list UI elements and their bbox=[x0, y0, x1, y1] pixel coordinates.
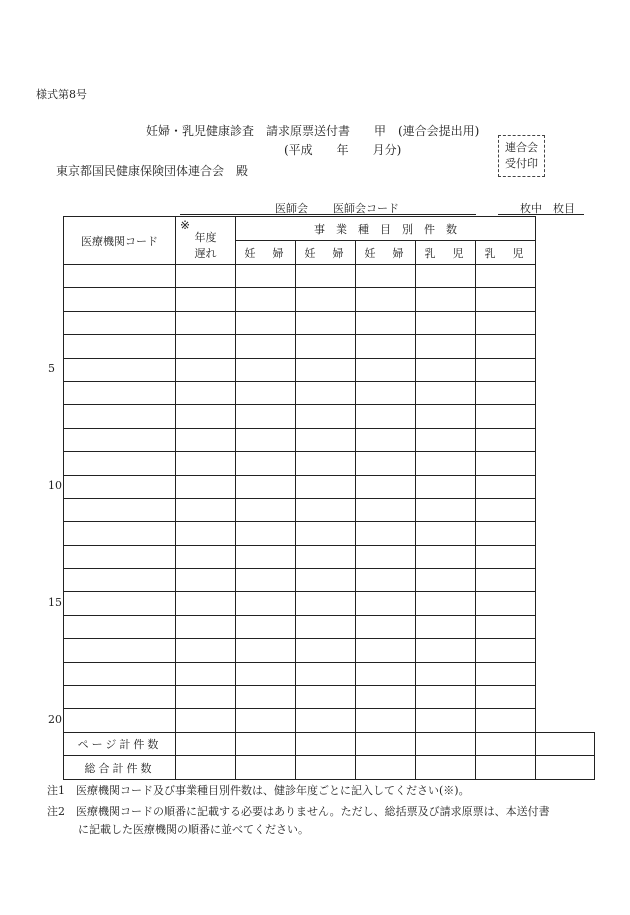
input-cell[interactable] bbox=[176, 686, 236, 709]
input-cell[interactable] bbox=[476, 475, 536, 498]
input-cell[interactable] bbox=[176, 756, 236, 780]
input-cell[interactable] bbox=[416, 639, 476, 662]
grand-total-label: 総合計件数 bbox=[64, 756, 176, 780]
input-cell[interactable] bbox=[476, 732, 536, 756]
input-cell[interactable] bbox=[476, 381, 536, 404]
input-cell[interactable] bbox=[296, 686, 356, 709]
input-cell[interactable] bbox=[64, 335, 176, 358]
input-cell[interactable] bbox=[236, 405, 296, 428]
input-cell[interactable] bbox=[296, 545, 356, 568]
input-cell[interactable] bbox=[176, 265, 236, 288]
table-row bbox=[64, 335, 595, 358]
table-row bbox=[64, 662, 595, 685]
row-number-5: 5 bbox=[48, 362, 55, 375]
input-cell[interactable] bbox=[64, 545, 176, 568]
input-cell[interactable] bbox=[356, 709, 416, 732]
input-cell[interactable] bbox=[416, 756, 476, 780]
input-cell[interactable] bbox=[296, 639, 356, 662]
input-cell[interactable] bbox=[296, 288, 356, 311]
input-cell[interactable] bbox=[296, 428, 356, 451]
input-cell[interactable] bbox=[176, 288, 236, 311]
input-cell[interactable] bbox=[64, 428, 176, 451]
table-row bbox=[64, 545, 595, 568]
ishikai-code-label: 医師会コード bbox=[333, 202, 399, 215]
input-cell[interactable] bbox=[236, 592, 296, 615]
input-cell[interactable] bbox=[236, 498, 296, 521]
input-cell[interactable] bbox=[176, 405, 236, 428]
input-cell[interactable] bbox=[416, 265, 476, 288]
table-row bbox=[64, 311, 595, 334]
input-cell[interactable] bbox=[64, 381, 176, 404]
table-row bbox=[64, 709, 595, 732]
input-cell[interactable] bbox=[176, 732, 236, 756]
table-row bbox=[64, 639, 595, 662]
form-title: 妊婦・乳児健康診査 請求原票送付書 甲 (連合会提出用) bbox=[146, 124, 480, 138]
input-cell[interactable] bbox=[296, 311, 356, 334]
input-cell[interactable] bbox=[356, 475, 416, 498]
input-cell[interactable] bbox=[296, 709, 356, 732]
input-cell[interactable] bbox=[64, 358, 176, 381]
input-cell[interactable] bbox=[64, 405, 176, 428]
input-cell[interactable] bbox=[356, 405, 416, 428]
input-cell[interactable] bbox=[476, 662, 536, 685]
input-cell[interactable] bbox=[64, 569, 176, 592]
input-cell[interactable] bbox=[176, 709, 236, 732]
row-number-20: 20 bbox=[48, 713, 62, 726]
input-cell[interactable] bbox=[236, 452, 296, 475]
input-cell[interactable] bbox=[64, 498, 176, 521]
table-row bbox=[64, 265, 595, 288]
sub-header-5: 乳 児 bbox=[476, 241, 536, 265]
note-2-cont: に記載した医療機関の順番に並べてください。 bbox=[78, 823, 309, 836]
input-cell[interactable] bbox=[416, 686, 476, 709]
page-total-extra[interactable] bbox=[536, 732, 595, 756]
input-cell[interactable] bbox=[356, 592, 416, 615]
input-cell[interactable] bbox=[476, 335, 536, 358]
input-cell[interactable] bbox=[416, 569, 476, 592]
sub-header-1: 妊 婦 bbox=[236, 241, 296, 265]
input-cell[interactable] bbox=[236, 358, 296, 381]
input-cell[interactable] bbox=[356, 522, 416, 545]
input-cell[interactable] bbox=[416, 615, 476, 638]
table-row bbox=[64, 358, 595, 381]
table-row bbox=[64, 405, 595, 428]
input-cell[interactable] bbox=[356, 498, 416, 521]
input-cell[interactable] bbox=[236, 311, 296, 334]
input-cell[interactable] bbox=[236, 615, 296, 638]
page-total-label: ページ計件数 bbox=[64, 732, 176, 756]
input-cell[interactable] bbox=[416, 335, 476, 358]
input-cell[interactable] bbox=[176, 358, 236, 381]
input-cell[interactable] bbox=[296, 335, 356, 358]
input-cell[interactable] bbox=[356, 662, 416, 685]
input-cell[interactable] bbox=[416, 311, 476, 334]
stamp-line2: 受付印 bbox=[505, 157, 538, 170]
input-cell[interactable] bbox=[476, 639, 536, 662]
table-row bbox=[64, 428, 595, 451]
input-cell[interactable] bbox=[176, 475, 236, 498]
input-cell[interactable] bbox=[64, 311, 176, 334]
input-cell[interactable] bbox=[476, 615, 536, 638]
input-cell[interactable] bbox=[356, 452, 416, 475]
grand-total-extra[interactable] bbox=[536, 756, 595, 780]
input-cell[interactable] bbox=[296, 265, 356, 288]
input-cell[interactable] bbox=[356, 311, 416, 334]
input-cell[interactable] bbox=[356, 288, 416, 311]
input-cell[interactable] bbox=[356, 335, 416, 358]
input-cell[interactable] bbox=[64, 288, 176, 311]
input-cell[interactable] bbox=[476, 522, 536, 545]
input-cell[interactable] bbox=[236, 662, 296, 685]
input-cell[interactable] bbox=[416, 358, 476, 381]
input-cell[interactable] bbox=[356, 358, 416, 381]
header-year-line2: 遅れ bbox=[194, 246, 217, 260]
sub-header-3: 妊 婦 bbox=[356, 241, 416, 265]
table-row bbox=[64, 615, 595, 638]
input-cell[interactable] bbox=[356, 639, 416, 662]
input-cell[interactable] bbox=[236, 335, 296, 358]
input-cell[interactable] bbox=[476, 452, 536, 475]
input-cell[interactable] bbox=[236, 265, 296, 288]
input-cell[interactable] bbox=[416, 452, 476, 475]
input-cell[interactable] bbox=[416, 381, 476, 404]
input-cell[interactable] bbox=[176, 498, 236, 521]
reception-stamp-box bbox=[498, 135, 545, 177]
input-cell[interactable] bbox=[476, 428, 536, 451]
input-cell[interactable] bbox=[356, 381, 416, 404]
form-number: 様式第8号 bbox=[36, 88, 87, 101]
form-period: (平成 年 月分) bbox=[284, 143, 402, 157]
input-cell[interactable] bbox=[296, 498, 356, 521]
input-cell[interactable] bbox=[64, 452, 176, 475]
input-cell[interactable] bbox=[476, 311, 536, 334]
input-cell[interactable] bbox=[176, 592, 236, 615]
input-cell[interactable] bbox=[176, 545, 236, 568]
input-cell[interactable] bbox=[176, 662, 236, 685]
input-cell[interactable] bbox=[476, 686, 536, 709]
ishikai-label: 医師会 bbox=[275, 202, 308, 215]
input-cell[interactable] bbox=[416, 592, 476, 615]
input-cell[interactable] bbox=[296, 756, 356, 780]
input-cell[interactable] bbox=[356, 756, 416, 780]
input-cell[interactable] bbox=[64, 592, 176, 615]
input-cell[interactable] bbox=[176, 335, 236, 358]
input-cell[interactable] bbox=[176, 452, 236, 475]
row-number-15: 15 bbox=[48, 596, 62, 609]
input-cell[interactable] bbox=[476, 569, 536, 592]
input-cell[interactable] bbox=[356, 265, 416, 288]
input-cell[interactable] bbox=[176, 569, 236, 592]
table-row bbox=[64, 475, 595, 498]
header-group: 事 業 種 目 別 件 数 bbox=[236, 217, 536, 241]
note-1: 注1 医療機関コード及び事業種目別件数は、健診年度ごとに記入してください(※)。 bbox=[47, 784, 470, 797]
input-cell[interactable] bbox=[416, 405, 476, 428]
ishikai-underline bbox=[180, 214, 476, 215]
input-cell[interactable] bbox=[236, 288, 296, 311]
input-cell[interactable] bbox=[296, 452, 356, 475]
input-cell[interactable] bbox=[296, 358, 356, 381]
input-cell[interactable] bbox=[64, 662, 176, 685]
input-cell[interactable] bbox=[476, 358, 536, 381]
stamp-line1: 連合会 bbox=[505, 141, 538, 154]
input-cell[interactable] bbox=[236, 475, 296, 498]
input-cell[interactable] bbox=[296, 732, 356, 756]
input-cell[interactable] bbox=[236, 522, 296, 545]
input-cell[interactable] bbox=[416, 522, 476, 545]
sheets-label: 枚中 枚目 bbox=[520, 202, 575, 215]
input-cell[interactable] bbox=[416, 662, 476, 685]
input-cell[interactable] bbox=[416, 288, 476, 311]
input-cell[interactable] bbox=[64, 615, 176, 638]
input-cell[interactable] bbox=[476, 265, 536, 288]
input-cell[interactable] bbox=[476, 498, 536, 521]
table-row bbox=[64, 592, 595, 615]
row-number-10: 10 bbox=[48, 479, 62, 492]
input-cell[interactable] bbox=[476, 545, 536, 568]
input-cell[interactable] bbox=[64, 686, 176, 709]
input-cell[interactable] bbox=[236, 756, 296, 780]
input-cell[interactable] bbox=[356, 545, 416, 568]
table-row bbox=[64, 498, 595, 521]
input-cell[interactable] bbox=[476, 709, 536, 732]
input-cell[interactable] bbox=[64, 475, 176, 498]
kome-mark: ※ bbox=[180, 218, 191, 232]
header-year-line1: 年度 bbox=[194, 230, 217, 244]
input-cell[interactable] bbox=[236, 639, 296, 662]
input-cell[interactable] bbox=[236, 381, 296, 404]
table-row bbox=[64, 686, 595, 709]
input-cell[interactable] bbox=[416, 545, 476, 568]
header-code: 医療機関コード bbox=[64, 217, 176, 265]
input-cell[interactable] bbox=[296, 405, 356, 428]
table-row bbox=[64, 381, 595, 404]
input-cell[interactable] bbox=[176, 428, 236, 451]
input-cell[interactable] bbox=[236, 732, 296, 756]
input-cell[interactable] bbox=[416, 475, 476, 498]
input-cell[interactable] bbox=[236, 569, 296, 592]
input-cell[interactable] bbox=[296, 522, 356, 545]
input-cell[interactable] bbox=[476, 756, 536, 780]
input-cell[interactable] bbox=[176, 639, 236, 662]
input-cell[interactable] bbox=[356, 732, 416, 756]
input-cell[interactable] bbox=[356, 615, 416, 638]
input-cell[interactable] bbox=[296, 475, 356, 498]
input-cell[interactable] bbox=[296, 662, 356, 685]
input-cell[interactable] bbox=[476, 288, 536, 311]
addressee: 東京都国民健康保険団体連合会 殿 bbox=[56, 164, 249, 178]
input-cell[interactable] bbox=[296, 615, 356, 638]
input-cell[interactable] bbox=[416, 709, 476, 732]
input-cell[interactable] bbox=[64, 709, 176, 732]
input-cell[interactable] bbox=[476, 592, 536, 615]
sub-header-2: 妊 婦 bbox=[296, 241, 356, 265]
input-cell[interactable] bbox=[356, 569, 416, 592]
input-cell[interactable] bbox=[416, 428, 476, 451]
table-row bbox=[64, 522, 595, 545]
note-2: 注2 医療機関コードの順番に記載する必要はありません。ただし、総括票及び請求原票は、本送付書 bbox=[47, 805, 550, 818]
table-row bbox=[64, 452, 595, 475]
input-cell[interactable] bbox=[236, 709, 296, 732]
input-cell[interactable] bbox=[476, 405, 536, 428]
input-cell[interactable] bbox=[296, 569, 356, 592]
input-cell[interactable] bbox=[296, 381, 356, 404]
input-cell[interactable] bbox=[236, 428, 296, 451]
input-cell[interactable] bbox=[176, 311, 236, 334]
input-cell[interactable] bbox=[296, 592, 356, 615]
input-cell[interactable] bbox=[356, 686, 416, 709]
input-cell[interactable] bbox=[64, 522, 176, 545]
input-cell[interactable] bbox=[416, 498, 476, 521]
input-cell[interactable] bbox=[176, 381, 236, 404]
table-row bbox=[64, 569, 595, 592]
input-cell[interactable] bbox=[64, 265, 176, 288]
input-cell[interactable] bbox=[236, 545, 296, 568]
input-cell[interactable] bbox=[176, 522, 236, 545]
input-cell[interactable] bbox=[356, 428, 416, 451]
input-cell[interactable] bbox=[176, 615, 236, 638]
input-cell[interactable] bbox=[236, 686, 296, 709]
input-cell[interactable] bbox=[64, 639, 176, 662]
claims-table bbox=[63, 216, 595, 780]
table-row bbox=[64, 288, 595, 311]
input-cell[interactable] bbox=[416, 732, 476, 756]
sub-header-4: 乳 児 bbox=[416, 241, 476, 265]
